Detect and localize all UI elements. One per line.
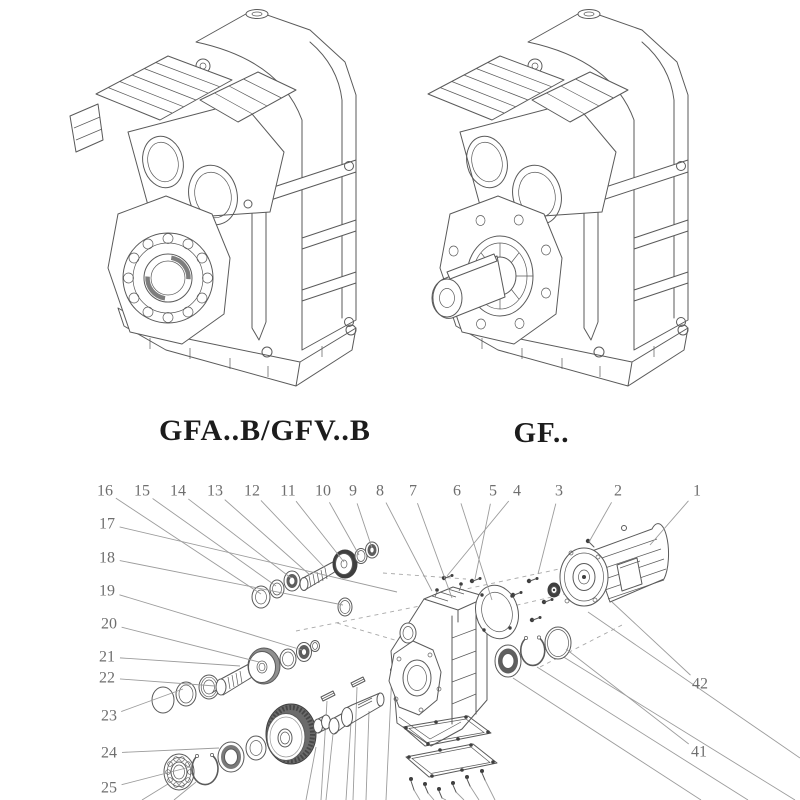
- callout-number-16: 16: [97, 482, 113, 500]
- cutoff-leader-line: [562, 656, 795, 800]
- leader-line-18: [120, 561, 343, 605]
- callout-number-20: 20: [101, 615, 117, 633]
- part-oil-seal: [338, 598, 352, 616]
- leader-line-9: [357, 503, 372, 548]
- cutoff-leader-line: [346, 722, 351, 800]
- callout-number-15: 15: [134, 482, 150, 500]
- callout-number-14: 14: [170, 482, 186, 500]
- cutoff-leader-line: [142, 784, 168, 800]
- cutoff-leader-line: [456, 792, 464, 800]
- model-label-right: GF..: [513, 417, 570, 449]
- gearbox-drawing-left: [70, 10, 356, 387]
- callout-number-24: 24: [101, 744, 117, 762]
- leader-line-3: [538, 504, 556, 574]
- cutoff-leader-line: [366, 711, 369, 800]
- part-snap-ring-output: [192, 753, 218, 784]
- leader-line-42: [612, 602, 690, 675]
- part-int-thin-ring: [152, 687, 174, 713]
- leader-line-2: [589, 502, 612, 542]
- callout-number-42: 42: [692, 675, 708, 693]
- part-output-side-bearing: [495, 645, 521, 677]
- part-int-washer: [311, 641, 320, 652]
- cutoff-leader-line: [485, 780, 495, 800]
- leader-line-7: [417, 503, 452, 598]
- callout-number-8: 8: [376, 482, 384, 500]
- gearbox-drawing-right: [428, 10, 688, 387]
- leader-line-20: [122, 627, 259, 662]
- callout-number-5: 5: [489, 482, 497, 500]
- leader-line-10: [329, 502, 359, 555]
- callout-number-7: 7: [409, 482, 417, 500]
- cutoff-leader-line: [537, 667, 748, 800]
- part-motor: [560, 524, 669, 606]
- callout-number-3: 3: [555, 482, 563, 500]
- callout-number-4: 4: [513, 482, 521, 500]
- part-output-gear: [266, 704, 316, 764]
- callout-number-9: 9: [349, 482, 357, 500]
- callout-number-41: 41: [691, 743, 707, 761]
- exploded-parts-diagram: [97, 483, 800, 800]
- part-int-bearing2: [280, 649, 296, 669]
- callout-number-11: 11: [280, 482, 296, 500]
- callout-number-25: 25: [101, 779, 117, 797]
- callout-number-13: 13: [207, 482, 223, 500]
- callout-number-12: 12: [244, 482, 260, 500]
- part-int-ring: [176, 682, 196, 706]
- part-snap-ring-side: [521, 636, 545, 666]
- callout-number-17: 17: [99, 515, 115, 533]
- leader-line-12: [261, 500, 325, 568]
- cutoff-leader-line: [470, 786, 479, 800]
- part-key-large: [351, 677, 365, 687]
- leader-line-8: [386, 503, 432, 591]
- callout-number-10: 10: [315, 482, 331, 500]
- leader-line-5: [475, 504, 490, 579]
- cutoff-leader-line: [326, 734, 333, 800]
- cutoff-leader-line: [414, 790, 420, 800]
- callout-number-23: 23: [101, 707, 117, 725]
- leader-line-24: [122, 748, 219, 752]
- part-output-spacer: [314, 715, 331, 733]
- leader-line-1: [650, 501, 688, 545]
- leader-line-14: [188, 499, 291, 578]
- part-oil-pan-gasket: [406, 743, 497, 778]
- part-input-gear: [333, 550, 357, 578]
- callout-number-2: 2: [614, 482, 622, 500]
- part-input-end-cap: [252, 586, 270, 608]
- part-ball-bearing: [164, 754, 194, 790]
- callout-number-1: 1: [693, 482, 701, 500]
- callout-number-22: 22: [99, 669, 115, 687]
- part-input-small-bearing: [366, 542, 379, 558]
- part-int-gear: [248, 648, 280, 684]
- part-output-washer: [246, 736, 266, 760]
- leader-line-21: [120, 658, 240, 666]
- cutoff-leader-line: [513, 678, 701, 800]
- part-int-roller: [297, 643, 312, 662]
- leader-line-11: [296, 501, 344, 562]
- leader-line-19: [119, 595, 302, 650]
- callout-number-18: 18: [99, 549, 115, 567]
- callout-number-21: 21: [99, 648, 115, 666]
- leader-line-15: [153, 499, 276, 586]
- callout-number-19: 19: [99, 582, 115, 600]
- part-output-bearing-ring: [218, 742, 244, 772]
- model-label-left: GFA..B/GFV..B: [159, 414, 371, 447]
- part-large-ring: [545, 627, 571, 659]
- alignment-axis-line: [337, 623, 398, 641]
- cutoff-leader-line: [386, 672, 392, 800]
- part-motor-pinion: [548, 583, 561, 598]
- callout-number-6: 6: [453, 482, 461, 500]
- part-key-small: [321, 691, 335, 701]
- cutoff-leader-line: [428, 793, 434, 800]
